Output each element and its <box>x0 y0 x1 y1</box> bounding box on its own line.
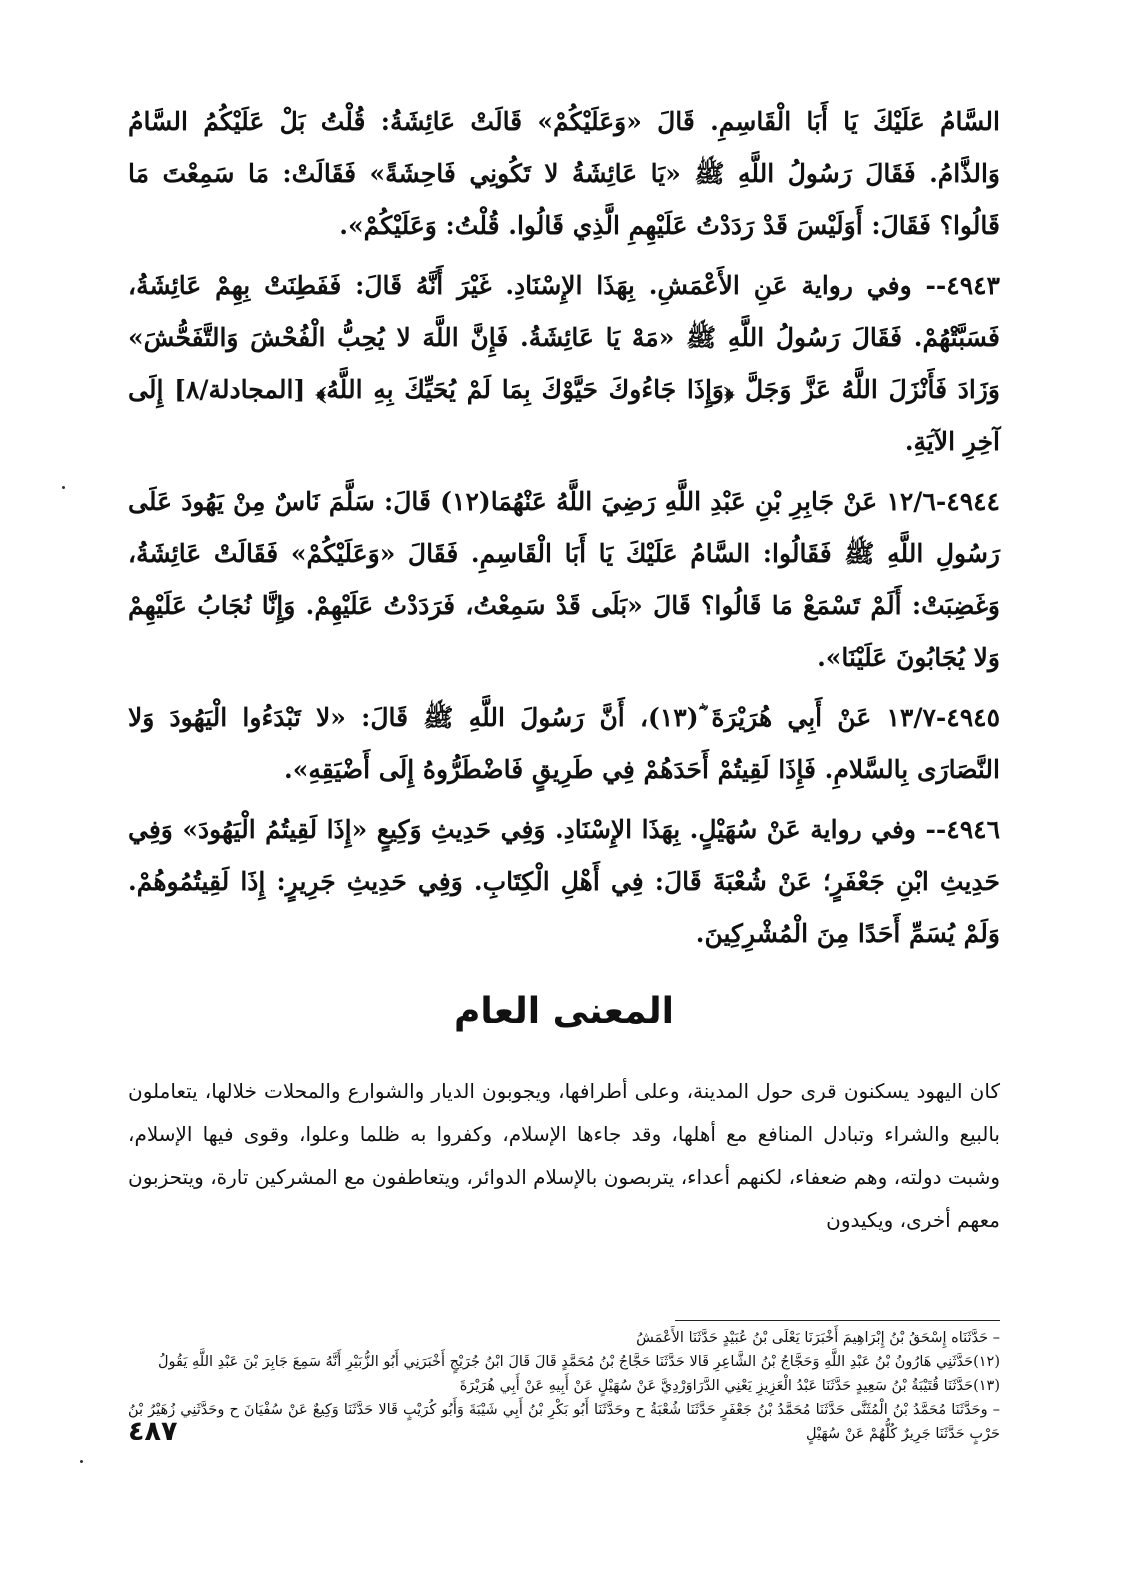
hadith-paragraph <box>128 476 1000 684</box>
hadith-number: ٤٩٤٣-- <box>925 271 1000 300</box>
page-number: ٤٨٧ <box>128 1416 178 1447</box>
hadith-number: ٤٩٤٥-١٣/٧ <box>886 703 1000 732</box>
book-page <box>128 96 1000 1516</box>
footnote: (١٢)حَدَّثَنِي هَارُونُ بْنُ عَبْدِ اللَّهِ وَحَجَّاجُ بْنُ الشَّاعِرِ قَالا حَدَّثَنَا حَجَّاجُ بْنُ مُحَمَّدٍ قَالَ قَالَ ابْنُ جُرَيْجٍ أَخْبَرَنِي أَبُو الزُّبَيْرِ أَنَّهُ سَمِعَ جَابِرَ بْنَ عَبْدِ اللَّهِ يَقُولُ <box>158 1354 1000 1370</box>
hadith-paragraph <box>128 260 1000 468</box>
hadith-paragraph <box>128 96 1000 252</box>
hadith-text: عَنْ جَابِرِ بْنِ عَبْدِ اللَّهِ رَضِيَ اللَّهُ عَنْهُمَا(١٢) قَالَ: سَلَّمَ نَاسٌ مِنْ يَهُودَ عَلَى رَسُولِ اللَّهِ ﷺ فَقَالُوا: السَّامُ عَلَيْكَ يَا أَبَا الْقَاسِمِ. فَقَالَ «وَعَلَيْكُمْ» فَقَالَتْ عَائِشَةُ، وَغَضِبَتْ: أَلَمْ تَسْمَعْ مَا قَالُوا؟ قَالَ «بَلَى قَدْ سَمِعْتُ، فَرَدَدْتُ عَلَيْهِمْ. وَإِنَّا نُجَابُ عَلَيْهِمْ وَلا يُجَابُونَ عَلَيْنَا». <box>128 487 1000 672</box>
hadith-text: وفي رواية عَنْ سُهَيْلٍ. بِهَذَا الإِسْنَادِ. وَفِي حَدِيثِ وَكِيعٍ «إِذَا لَقِيتُمُ الْيَهُودَ» وَفِي حَدِيثِ ابْنِ جَعْفَرٍ؛ عَنْ شُعْبَةَ قَالَ: فِي أَهْلِ الْكِتَابِ. وَفِي حَدِيثِ جَرِيرٍ: إِذَا لَقِيتُمُوهُمْ. وَلَمْ يُسَمِّ أَحَدًا مِنَ الْمُشْرِكِينَ. <box>128 815 1000 948</box>
scan-speck <box>62 486 65 489</box>
footnotes <box>128 1326 1000 1446</box>
hadith-text: السَّامُ عَلَيْكَ يَا أَبَا الْقَاسِمِ. قَالَ «وَعَلَيْكُمْ» قَالَتْ عَائِشَةُ: قُلْتُ بَلْ عَلَيْكُمُ السَّامُ وَالذَّامُ. فَقَالَ رَسُولُ اللَّهِ ﷺ «يَا عَائِشَةُ لا تَكُونِي فَاحِشَةً» فَقَالَتْ: مَا سَمِعْتَ مَا قَالُوا؟ فَقَالَ: أَوَلَيْسَ قَدْ رَدَدْتُ عَلَيْهِمِ الَّذِي قَالُوا. قُلْتُ: وَعَلَيْكُمْ». <box>128 107 1000 240</box>
general-meaning-text: كان اليهود يسكنون قرى حول المدينة، وعلى أطرافها، ويجوبون الديار والشوارع والمحلات خلالها، يتعاملون بالبيع والشراء وتبادل المنافع مع أهلها، وقد جاءها الإسلام، وكفروا به ظلما وعلوا، وقوى فيها الإسلام، وشبت دولته، وهم ضعفاء، لكنهم أعداء، يتربصون بالإسلام الدوائر، ويتعاطفون مع المشركين تارة، ويتحزبون معهم أخرى، ويكيدون <box>128 1079 1000 1232</box>
hadith-number: ٤٩٤٤-١٢/٦ <box>886 487 1000 516</box>
hadith-text: عَنْ أَبِي هُرَيْرَةَ ؓ(١٣)، أَنَّ رَسُولَ اللَّهِ ﷺ قَالَ: «لا تَبْدَءُوا الْيَهُودَ وَلا النَّصَارَى بِالسَّلامِ. فَإِذَا لَقِيتُمْ أَحَدَهُمْ فِي طَرِيقٍ فَاضْطَرُّوهُ إِلَى أَضْيَقِهِ». <box>128 703 1000 784</box>
footnote: – حَدَّثَنَاه إِسْحَقُ بْنُ إِبْرَاهِيمَ أَخْبَرَنَا يَعْلَى بْنُ عُبَيْدٍ حَدَّثَنَا الأَعْمَشُ <box>636 1330 1000 1346</box>
footnote-divider <box>675 1320 1000 1321</box>
hadith-paragraph <box>128 692 1000 796</box>
hadith-text: وفي رواية عَنِ الأَعْمَشِ. بِهَذَا الإِسْنَادِ. غَيْرَ أَنَّهُ قَالَ: فَفَطِنَتْ بِهِمْ عَائِشَةُ، فَسَبَّتْهُمْ. فَقَالَ رَسُولُ اللَّهِ ﷺ «مَهْ يَا عَائِشَةُ. فَإِنَّ اللَّهَ لا يُحِبُّ الْفُحْشَ وَالتَّفَحُّشَ» وَزَادَ فَأَنْزَلَ اللَّهُ عَزَّ وَجَلَّ ﴿وَإِذَا جَاءُوكَ حَيَّوْكَ بِمَا لَمْ يُحَيِّكَ بِهِ اللَّهُ﴾ [المجادلة/٨] إِلَى آخِرِ الآيَةِ. <box>128 271 1000 456</box>
footnote: (١٣)حَدَّثَنَا قُتَيْبَةُ بْنُ سَعِيدٍ حَدَّثَنَا عَبْدُ الْعَزِيزِ يَعْنِي الدَّرَاوَرْدِيَّ عَنْ سُهَيْلٍ عَنْ أَبِيهِ عَنْ أَبِي هُرَيْرَةَ <box>459 1378 1000 1394</box>
hadith-number: ٤٩٤٦-- <box>925 815 1000 844</box>
hadith-section <box>128 96 1000 960</box>
scan-speck <box>80 1460 83 1463</box>
footnote: – وحَدَّثَنَا مُحَمَّدُ بْنُ الْمُثَنَّى حَدَّثَنَا مُحَمَّدُ بْنُ جَعْفَرٍ حَدَّثَنَا شُعْبَةُ ح وحَدَّثَنَا أَبُو بَكْرِ بْنُ أَبِي شَيْبَةَ وَأَبُو كُرَيْبٍ قَالا حَدَّثَنَا وَكِيعٌ عَنْ سُفْيَانَ ح وحَدَّثَنِي زُهَيْرُ بْنُ حَرْبٍ حَدَّثَنَا جَرِيرٌ كُلُّهُمْ عَنْ سُهَيْلٍ <box>128 1402 1000 1442</box>
hadith-paragraph <box>128 804 1000 960</box>
section-heading: المعنى العام <box>453 991 675 1032</box>
